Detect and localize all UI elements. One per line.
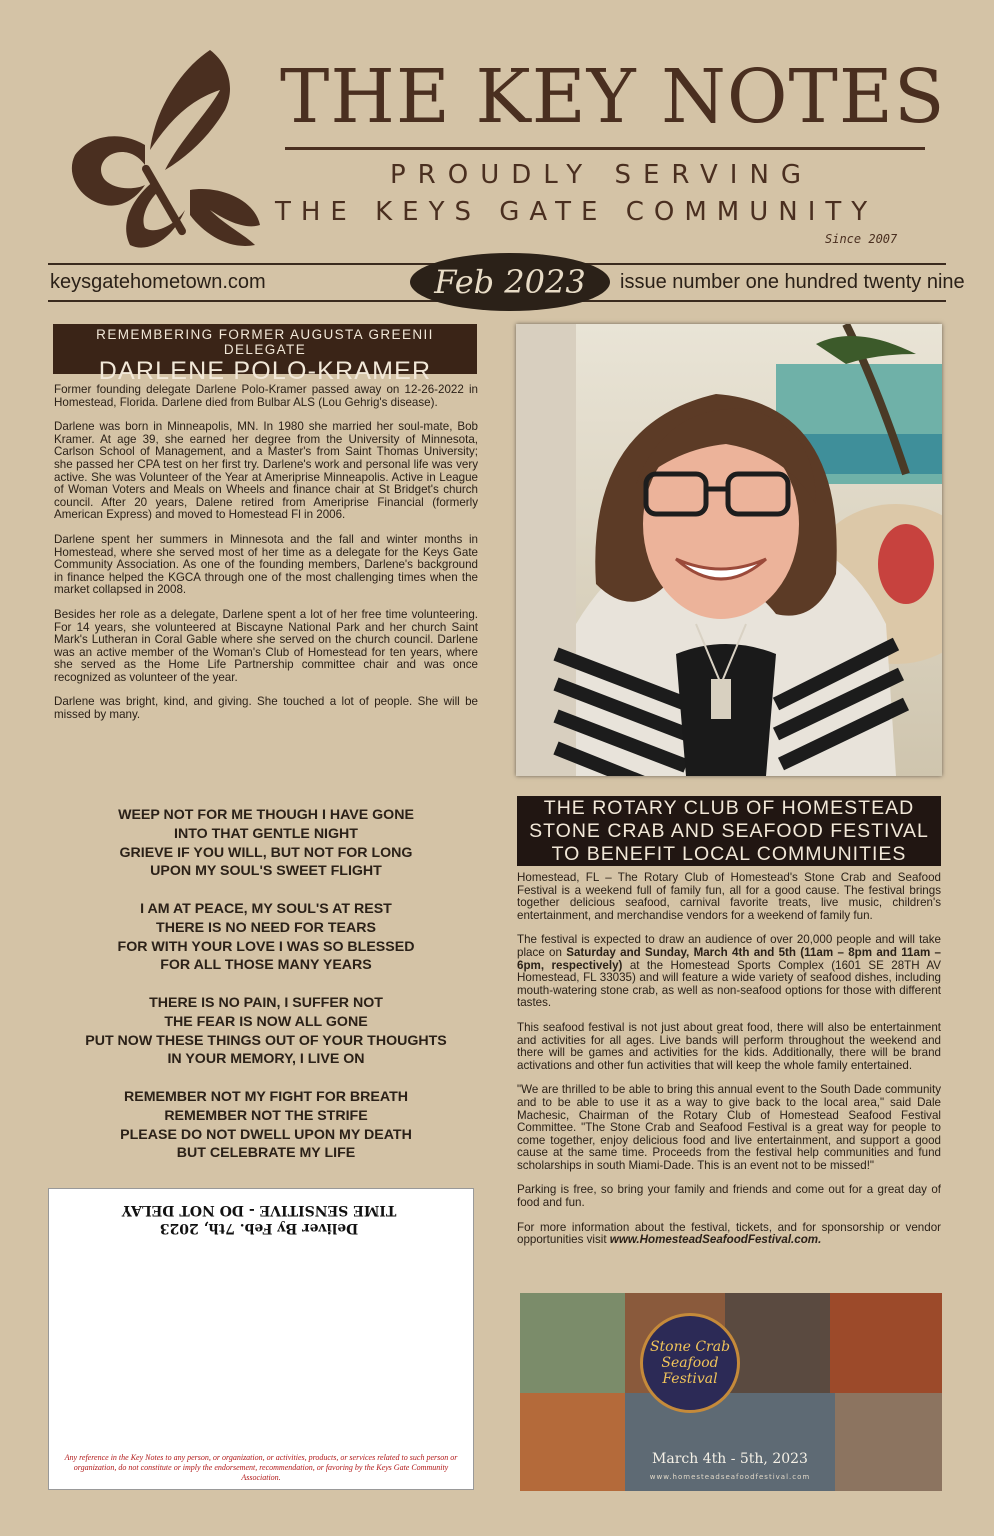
festival-paragraph — [517, 934, 941, 1010]
festival-paragraph: Homestead, FL – The Rotary Club of Homestead's Stone Crab and Seafood Festival is a weekend full of family fun, all for a good cause. The festival brings together delicious seafood, carnival favorite treats, live music, children's entertainment, and merchandise vendors for a weekend of family fun. — [517, 871, 941, 922]
festival-url: www.homesteadseafoodfestival.com — [649, 1473, 811, 1481]
obituary-paragraph: Darlene spent her summers in Minnesota and the fall and winter months in Homestead, where she served most of her time as a delegate for the Keys Gate Community Association. As one of the founding members, Darlene's background in finance helped the KGCA through one of the most challenging times when the market collapsed in 2008. — [54, 532, 478, 597]
poem-line: THERE IS NO PAIN, I SUFFER NOT — [149, 994, 383, 1011]
collage-photo — [520, 1393, 625, 1491]
festival-paragraph: Parking is free, so bring your family and friends and come out for a great day of food and fun. — [517, 1183, 941, 1210]
poem-line: REMEMBER NOT THE STRIFE — [164, 1107, 368, 1124]
obituary-header — [53, 324, 477, 385]
festival-collage — [520, 1293, 942, 1491]
poem-line: GRIEVE IF YOU WILL, BUT NOT FOR LONG — [119, 844, 413, 861]
poem-line: PLEASE DO NOT DWELL UPON MY DEATH — [120, 1126, 412, 1143]
festival-headline-line: TO BENEFIT LOCAL COMMUNITIES — [551, 843, 907, 865]
poem-line: PUT NOW THESE THINGS OUT OF YOUR THOUGHTS — [85, 1032, 447, 1049]
poem-line: BUT CELEBRATE MY LIFE — [176, 1145, 356, 1162]
festival-logo-text: Stone Crab — [649, 1339, 731, 1355]
obituary-paragraph: Besides her role as a delegate, Darlene spent a lot of her free time volunteering. For 14 years, she volunteered at Biscayne National Park and her church Saint Mark's Lutheran in Coral Gable where she served on the church council. Darlene was an active member of the Woman's Club of Homestead for ten years, where she served as the Home Life Partnership committee chair and was once recognized as volunteer of the year. — [54, 607, 478, 684]
poem-stanza — [54, 994, 478, 1069]
tagline-line-2: THE KEYS GATE COMMUNITY — [275, 197, 878, 227]
collage-photo — [835, 1393, 942, 1491]
poem-line: I AM AT PEACE, MY SOUL'S AT REST — [140, 900, 392, 917]
portrait-photo — [516, 324, 942, 776]
website-link[interactable]: keysgatehometown.com — [50, 271, 266, 293]
festival-logo — [640, 1313, 740, 1413]
festival-headline-line: STONE CRAB AND SEAFOOD FESTIVAL — [529, 820, 929, 842]
festival-paragraph: This seafood festival is not just about great food, there will also be entertainment and activities for all ages. Live bands will perform throughout the weekend and there will be games and activities for the kids. Additionally, there will be brand activations and other fun activities that will keep the whole family entertained. — [517, 1020, 941, 1072]
festival-text: For more information about the festival, tickets, and for sponsorship or vendor opportunities visit — [517, 1220, 941, 1247]
poem-stanza — [54, 900, 478, 975]
title-divider — [285, 147, 925, 150]
obituary-paragraph: Darlene was born in Minneapolis, MN. In 1980 she married her soul-mate, Bob Kramer. At age 39, she earned her degree from the University of Minnesota, Carlson School of Management, and a Master's from Saint Thomas University; she passed her CPA test on her first try. Darlene's work and personal life was very active. She was Volunteer of the Year at Ameriprise Minneapolis. Active in League of Woman Voters and Meals on Wheels and finance chair at St Bridget's church council. After 20 years, Dalene retired from Ameriprise Financial (formerly American Express) and moved to Homestead Fl in 2006. — [54, 420, 478, 522]
mailing-label-area — [48, 1188, 474, 1490]
poem-line: UPON MY SOUL'S SWEET FLIGHT — [150, 863, 382, 880]
issue-number: issue number one hundred twenty nine — [620, 271, 965, 293]
festival-headline — [517, 796, 941, 866]
time-sensitive-text: TIME SENSITIVE - DO NOT DELAY — [121, 1202, 397, 1218]
poem-line: FOR ALL THOSE MANY YEARS — [160, 957, 372, 974]
obituary-paragraph: Darlene was bright, kind, and giving. She touched a lot of people. She will be missed by many. — [54, 695, 478, 722]
festival-logo-text: Festival — [662, 1371, 718, 1387]
poem-stanza — [54, 1088, 478, 1163]
festival-logo-text: Seafood — [661, 1355, 719, 1371]
obituary-name: DARLENE POLO-KRAMER — [98, 357, 432, 385]
deliver-notice — [109, 1201, 409, 1237]
since-label: Since 2007 — [825, 232, 898, 246]
deliver-by-text: Deliver By Feb. 7th, 2023 — [159, 1220, 359, 1236]
poem-line: FOR WITH YOUR LOVE I WAS SO BLESSED — [117, 938, 415, 955]
obituary-paragraph: Former founding delegate Darlene Polo-Kramer passed away on 12-26-2022 in Homestead, Florida. Darlene died from Bulbar ALS (Lou Gehrig's disease). — [54, 383, 478, 409]
butterfly-icon — [60, 40, 270, 260]
disclaimer-text: Any reference in the Key Notes to any person, or organization, or activities, products, or services related to such person or organization, do not constitute or imply the endorsement, recommendation, or favoring by the Keys Gate Community Association. — [64, 1453, 458, 1482]
memorial-poem — [54, 806, 478, 1182]
masthead-title: THE KEY NOTES — [280, 54, 946, 140]
collage-photo — [830, 1293, 942, 1393]
festival-paragraph: "We are thrilled to be able to bring this annual event to the South Dade community and to be able to use it as a way to give back to the local area," said Dale Machesic, Chairman of the Rotary Club of Homestead Seafood Festival Committee. "The Stone Crab and Seafood Festival is a great way for people to come together, enjoy delicious food and live entertainment, and support a good cause at the same time. Proceeds from the festival help communities and fund scholarships in south Miami-Dade. This is an event not to be missed!" — [517, 1083, 941, 1172]
festival-website-link[interactable]: www.HomesteadSeafoodFestival.com. — [609, 1233, 822, 1247]
festival-text: at the Homestead Sports Complex (1601 SE 28TH AV Homestead, FL 33035) and will feature a wide variety of seafood dishes, including mouth-watering stone crab, as well as non-seafood options for those with different tastes. — [517, 958, 941, 1010]
poem-line: THERE IS NO NEED FOR TEARS — [156, 919, 376, 936]
collage-photo — [520, 1293, 625, 1393]
festival-paragraph — [517, 1222, 941, 1247]
poem-line: INTO THAT GENTLE NIGHT — [174, 825, 358, 842]
festival-body — [517, 872, 941, 1259]
festival-dates: Saturday and Sunday, March 4th and 5th (11am – 8pm and 11am – 6pm, respectively) — [517, 945, 942, 972]
festival-headline-line: THE ROTARY CLUB OF HOMESTEAD — [543, 797, 915, 819]
collage-photo — [725, 1293, 830, 1393]
poem-line: WEEP NOT FOR ME THOUGH I HAVE GONE — [118, 807, 414, 823]
festival-text: The festival is expected to draw an audience of over 20,000 people and will take place on — [517, 933, 941, 959]
poem-line: IN YOUR MEMORY, I LIVE ON — [167, 1051, 365, 1068]
issue-date-badge: Feb 2023 — [410, 253, 610, 311]
poem-stanza — [54, 806, 478, 881]
tagline-line-1: PROUDLY SERVING — [390, 160, 814, 190]
festival-date: March 4th - 5th, 2023 — [652, 1451, 808, 1467]
poem-line: THE FEAR IS NOW ALL GONE — [164, 1013, 368, 1030]
poem-line: REMEMBER NOT MY FIGHT FOR BREATH — [123, 1088, 408, 1105]
obituary-kicker: REMEMBERING FORMER AUGUSTA GREENII DELEGATE — [96, 327, 434, 357]
obituary-body — [54, 384, 478, 734]
